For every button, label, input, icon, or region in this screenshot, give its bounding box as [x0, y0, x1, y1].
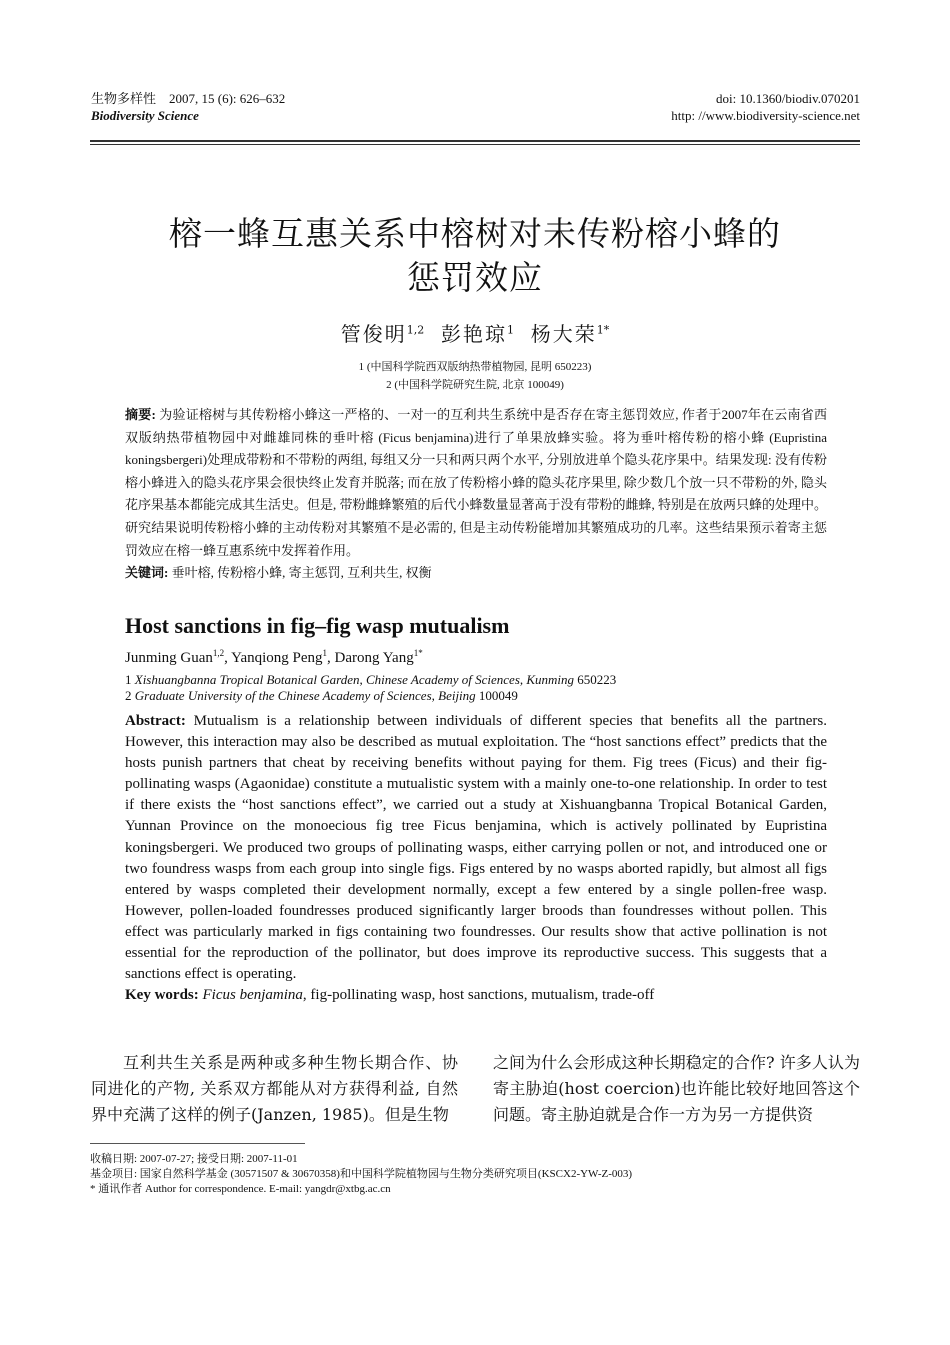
- title-cn-line-2: 惩罚效应: [407, 258, 543, 297]
- doi: doi: 10.1360/biodiv.070201: [716, 91, 860, 106]
- author-en-affil: 1: [322, 648, 328, 658]
- journal-citation: [91, 90, 285, 107]
- author-cn-affil: 1*: [596, 323, 610, 337]
- author-cn-affil: 1,2: [406, 323, 425, 337]
- keywords-cn-label: 关键词:: [125, 565, 169, 581]
- keywords-cn-text: 垂叶榕, 传粉榕小蜂, 寄主惩罚, 互利共生, 权衡: [171, 565, 432, 581]
- abstract-cn-text: 为验证榕树与其传粉榕小蜂这一严格的、一对一的互利共生系统中是否存在寄主惩罚效应, 作者于2007年在云南省西双版纳热带植物园中对雌雄同株的垂叶榕 (Ficus benjamina)进行了单果放蜂实验。将为垂叶榕传粉的榕小蜂 (Eupristina koningsbergeri)处理成带粉和不带粉的两组, 每组又分一只和两只两个水平, 分别放进单个隐头花序果中。结果发现: 没有传粉榕小蜂进入的隐头花序果会很快终止发育并脱落; 而在放了传粉榕小蜂的隐头花序果里, 除少数几个放一只不带粉的外, 隐头花序果基本都能完成其生活史。但是, 带粉雌蜂繁殖的后代小蜂数量显著高于没有带粉的雌蜂, 特别是在放两只蜂的处理中。研究结果说明传粉榕小蜂的主动传粉对其繁殖不是必需的, 但是主动传粉能增加其繁殖成功的几率。这些结果预示着寄主惩罚效应在榕一蜂互惠系统中发挥着作用。: [125, 407, 828, 558]
- title-cn-line-1: 榕一蜂互惠关系中榕树对未传粉榕小蜂的: [169, 214, 781, 253]
- authors-cn: [90, 318, 860, 347]
- author-en: Darong Yang: [334, 650, 414, 666]
- authors-en: Junming Guan$^{1,2}$, Yanqiong Peng$^1$, Darong Yang$^{1*}$: [125, 648, 423, 666]
- title-cn: [90, 212, 860, 300]
- author-cn-affil: 1: [507, 323, 514, 337]
- header-rule-thick: [90, 140, 860, 142]
- affiliations-cn: [90, 358, 860, 394]
- keywords-cn: [125, 562, 827, 585]
- author-en: Yanqiong Peng: [231, 650, 323, 666]
- affiliations-en: [125, 672, 616, 704]
- footnote-funding: 基金项目: 国家自然科学基金 (30571507 & 30670358)和中国科学院植物园与生物分类研究项目(KSCX2-YW-Z-003): [90, 1168, 633, 1180]
- affiliation-cn-1: 1 (中国科学院西双版纳热带植物园, 昆明 650223): [358, 361, 592, 373]
- footnote-dates: 收稿日期: 2007-07-27; 接受日期: 2007-11-01: [90, 1153, 298, 1165]
- abstract-cn-label: 摘要:: [125, 407, 156, 422]
- footnotes: [90, 1152, 632, 1197]
- volume-issue-pages: 2007, 15 (6): 626–632: [169, 91, 286, 106]
- abstract-en: [125, 711, 827, 985]
- header-rule-thin: [90, 144, 860, 145]
- journal-url: http: //www.biodiversity-science.net: [671, 108, 860, 123]
- keywords-en-species: Ficus benjamina: [202, 987, 303, 1003]
- affiliation-cn-2: 2 (中国科学院研究生院, 北京 100049): [386, 379, 564, 391]
- keywords-en-label: Key words:: [125, 987, 199, 1003]
- keywords-en-text: , fig-pollinating wasp, host sanctions, mutualism, trade-off: [302, 987, 655, 1003]
- author-cn: 管俊明: [340, 322, 407, 346]
- author-cn: 杨大荣: [530, 322, 597, 346]
- abstract-cn: [125, 404, 827, 585]
- journal-name-en: Biodiversity Science: [91, 108, 199, 123]
- footnote-rule: [90, 1143, 305, 1144]
- affiliation-en-1: 1 Xishuangbanna Tropical Botanical Garden, Chinese Academy of Sciences, Kunming 650223: [125, 672, 617, 687]
- title-en: Host sanctions in fig–fig wasp mutualism: [125, 613, 510, 638]
- body-column-left: 互利共生关系是两种或多种生物长期合作、协同进化的产物, 关系双方都能从对方获得利益, 自然界中充满了这样的例子(Janzen, 1985)。但是生物: [91, 1053, 458, 1124]
- abstract-en-label: Abstract:: [125, 713, 186, 729]
- abstract-en-text: Mutualism is a relationship between individuals of different species that benefits all the partners. However, this interaction may also be described as mutual exploitation. The “host sanctions effect” predicts that the hosts punish partners that cheat by receiving benefits without paying for them. Fig trees (Ficus) and their fig-pollinating wasps (Agaonidae) constitute a mutualistic system with a mainly one-to-one relationship. In order to test if there exists the “host sanctions effect”, we carried out a study at Xishuangbanna Tropical Botanical Garden, Yunnan Province on the monoecious fig tree Ficus benjamina, which is actively pollinated by Eupristina koningsbergeri. We produced two groups of pollinating wasps, either carrying pollen or not, and introduced one or two foundress wasps from each group into single figs. Figs entered by no wasps aborted rapidly, but almost all figs entered by wasps completed their development normally, except a few entered by a single pollen-free wasp. However, pollen-loaded foundresses produced significantly larger broods than foundresses without pollen. This effect was particularly marked in figs containing two foundresses. Our results show that active pollination is not essential for the reproduction of the pollinator, but does improve its reproductive success. This suggests that a sanctions effect is operating.: [125, 713, 827, 983]
- author-en-affil: 1,2: [212, 648, 225, 658]
- running-header-left: [91, 90, 285, 124]
- affiliation-en-2: 2 Graduate University of the Chinese Academy of Sciences, Beijing 100049: [125, 688, 518, 703]
- running-header-right: [671, 90, 860, 124]
- author-en: Junming Guan: [125, 650, 213, 666]
- journal-name-cn: 生物多样性: [91, 91, 157, 106]
- body-column-right: 之间为什么会形成这种长期稳定的合作? 许多人认为寄主胁迫(host coercion)也许能比较好地回答这个问题。寄主胁迫就是合作一方为另一方提供资: [493, 1053, 860, 1124]
- keywords-en: [125, 987, 654, 1004]
- footnote-correspondence: * 通讯作者 Author for correspondence. E-mail: yangdr@xtbg.ac.cn: [90, 1183, 391, 1195]
- author-cn: 彭艳琼: [441, 322, 507, 346]
- author-en-affil: 1*: [413, 648, 423, 658]
